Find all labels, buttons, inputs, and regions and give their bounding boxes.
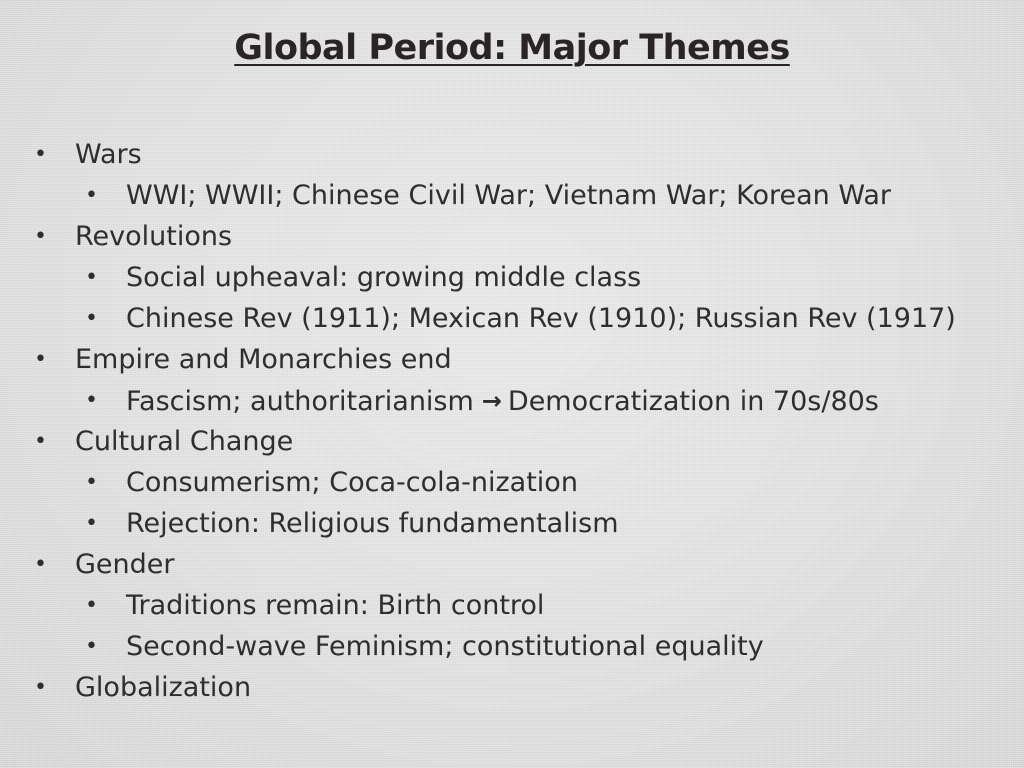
bullet-icon: • (85, 306, 98, 331)
bullet-icon: • (85, 634, 98, 659)
sub-bullet-text: Second-wave Feminism; constitutional equality (126, 631, 764, 662)
bullet-text: Gender (75, 549, 175, 580)
sub-bullet-item (34, 300, 994, 341)
sub-bullet-item (34, 628, 994, 669)
bullet-text: Cultural Change (75, 426, 294, 457)
sub-bullet-item (34, 177, 994, 218)
sub-bullet-text: Chinese Rev (1911); Mexican Rev (1910); Russian Rev (1917) (126, 303, 956, 334)
bullet-text: Empire and Monarchies end (75, 344, 452, 375)
slide-title (0, 28, 1024, 68)
sub-bullet-text: Traditions remain: Birth control (126, 590, 545, 621)
bullet-icon: • (85, 470, 98, 495)
bullet-icon: • (34, 675, 47, 700)
right-arrow-icon: → (481, 387, 502, 415)
sub-bullet-item (34, 587, 994, 628)
bullet-icon: • (34, 429, 47, 454)
bullet-item-globalization (34, 669, 994, 710)
sub-bullet-text: Social upheaval: growing middle class (126, 262, 642, 293)
bullet-item-gender (34, 546, 994, 587)
bullet-list (34, 136, 994, 710)
bullet-item-wars (34, 136, 994, 177)
sub-bullet-text: Rejection: Religious fundamentalism (126, 508, 619, 539)
sub-bullet-item (34, 382, 994, 423)
bullet-icon: • (85, 183, 98, 208)
bullet-icon: • (85, 265, 98, 290)
bullet-icon: • (34, 552, 47, 577)
slide-title-text: Global Period: Major Themes (234, 28, 790, 68)
bullet-icon: • (85, 511, 98, 536)
bullet-icon: • (85, 388, 98, 413)
bullet-icon: • (34, 142, 47, 167)
sub-bullet-item (34, 464, 994, 505)
bullet-icon: • (85, 593, 98, 618)
sub-bullet-item (34, 259, 994, 300)
bullet-item-cultural-change (34, 423, 994, 464)
sub-bullet-text: WWI; WWII; Chinese Civil War; Vietnam War; Korean War (126, 180, 891, 211)
sub-bullet-item (34, 505, 994, 546)
bullet-text: Globalization (75, 672, 252, 703)
bullet-text: Wars (75, 139, 142, 170)
sub-bullet-text-after: Democratization in 70s/80s (507, 386, 879, 417)
sub-bullet-text (126, 382, 879, 421)
bullet-item-revolutions (34, 218, 994, 259)
bullet-text: Revolutions (75, 221, 233, 252)
sub-bullet-text: Consumerism; Coca-cola-nization (126, 467, 578, 498)
bullet-icon: • (34, 224, 47, 249)
bullet-item-empire (34, 341, 994, 382)
bullet-icon: • (34, 347, 47, 372)
sub-bullet-text-before: Fascism; authoritarianism (126, 386, 474, 417)
